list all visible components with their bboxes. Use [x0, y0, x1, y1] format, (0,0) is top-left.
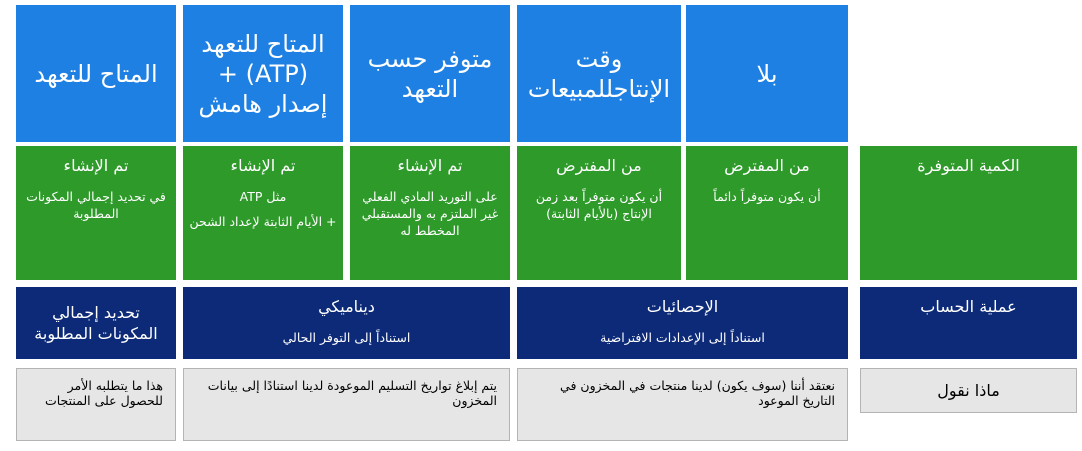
what-we-say-dynamic — [183, 368, 510, 441]
row-label-calculation — [860, 287, 1077, 359]
cell-description: في تحديد إجمالي المكونات المطلوبة — [26, 189, 166, 221]
cell-description: أن يكون متوفراً دائماً — [713, 189, 821, 204]
cell-title: من المفترض — [556, 156, 642, 175]
row-label-what-we-say — [860, 368, 1077, 413]
available-qty-col5 — [686, 146, 848, 280]
cell-line2: + الأيام الثابتة لإعداد الشحن — [189, 214, 337, 229]
header-atp-plus-margin — [183, 5, 343, 142]
header-label: وقت الإنتاجللمبيعات — [527, 44, 671, 103]
calculation-col1 — [16, 287, 176, 359]
header-label: بلا — [756, 59, 778, 88]
cell-description: أن يكون متوفراً بعد زمن الإنتاج (بالأيام الثابتة) — [535, 189, 663, 221]
cell-description: على التوريد المادي الفعلي غير الملتزم به والمستقبلي المخطط له — [361, 189, 499, 238]
cell-title: من المفترض — [724, 156, 810, 175]
calculation-statistical — [517, 287, 848, 359]
what-we-say-statistical — [517, 368, 848, 441]
available-qty-col3 — [350, 146, 510, 280]
header-none — [686, 5, 848, 142]
available-qty-col1 — [16, 146, 176, 280]
cell-title: ديناميكي — [318, 297, 375, 316]
cell-text: تحديد إجمالي المكونات المطلوبة — [34, 303, 158, 343]
cell-line1: مثل ATP — [239, 189, 287, 204]
row-label-available-qty — [860, 146, 1077, 280]
header-label: المتاح للتعهد — [34, 59, 158, 88]
cell-text: يتم إبلاغ تواريخ التسليم الموعودة لدينا استنادًا إلى بيانات المخزون — [207, 378, 497, 408]
header-capable-to-promise — [350, 5, 510, 142]
header-label: المتاح للتعهد (ATP) + إصدار هامش — [198, 29, 328, 118]
header-available-to-promise — [16, 5, 176, 142]
available-qty-col4 — [517, 146, 681, 280]
cell-text: نعتقد أننا (سوف يكون) لدينا منتجات في المخزون في التاريخ الموعود — [560, 378, 835, 408]
row-label: ماذا نقول — [937, 381, 1000, 400]
cell-title: تم الإنشاء — [397, 156, 463, 175]
cell-text: هذا ما يتطلبه الأمر للحصول على المنتجات — [44, 378, 163, 408]
what-we-say-col1 — [16, 368, 176, 441]
header-sales-lead-time — [517, 5, 681, 142]
cell-title: تم الإنشاء — [63, 156, 129, 175]
calculation-dynamic — [183, 287, 510, 359]
cell-description: استناداً إلى التوفر الحالي — [282, 330, 411, 345]
cell-title: تم الإنشاء — [230, 156, 296, 175]
cell-description: استناداً إلى الإعدادات الافتراضية — [600, 330, 765, 345]
row-label: الكمية المتوفرة — [917, 156, 1020, 175]
available-qty-col2 — [183, 146, 343, 280]
row-label: عملية الحساب — [920, 297, 1017, 316]
cell-title: الإحصائيات — [646, 297, 719, 316]
header-label: متوفر حسب التعهد — [367, 44, 493, 103]
